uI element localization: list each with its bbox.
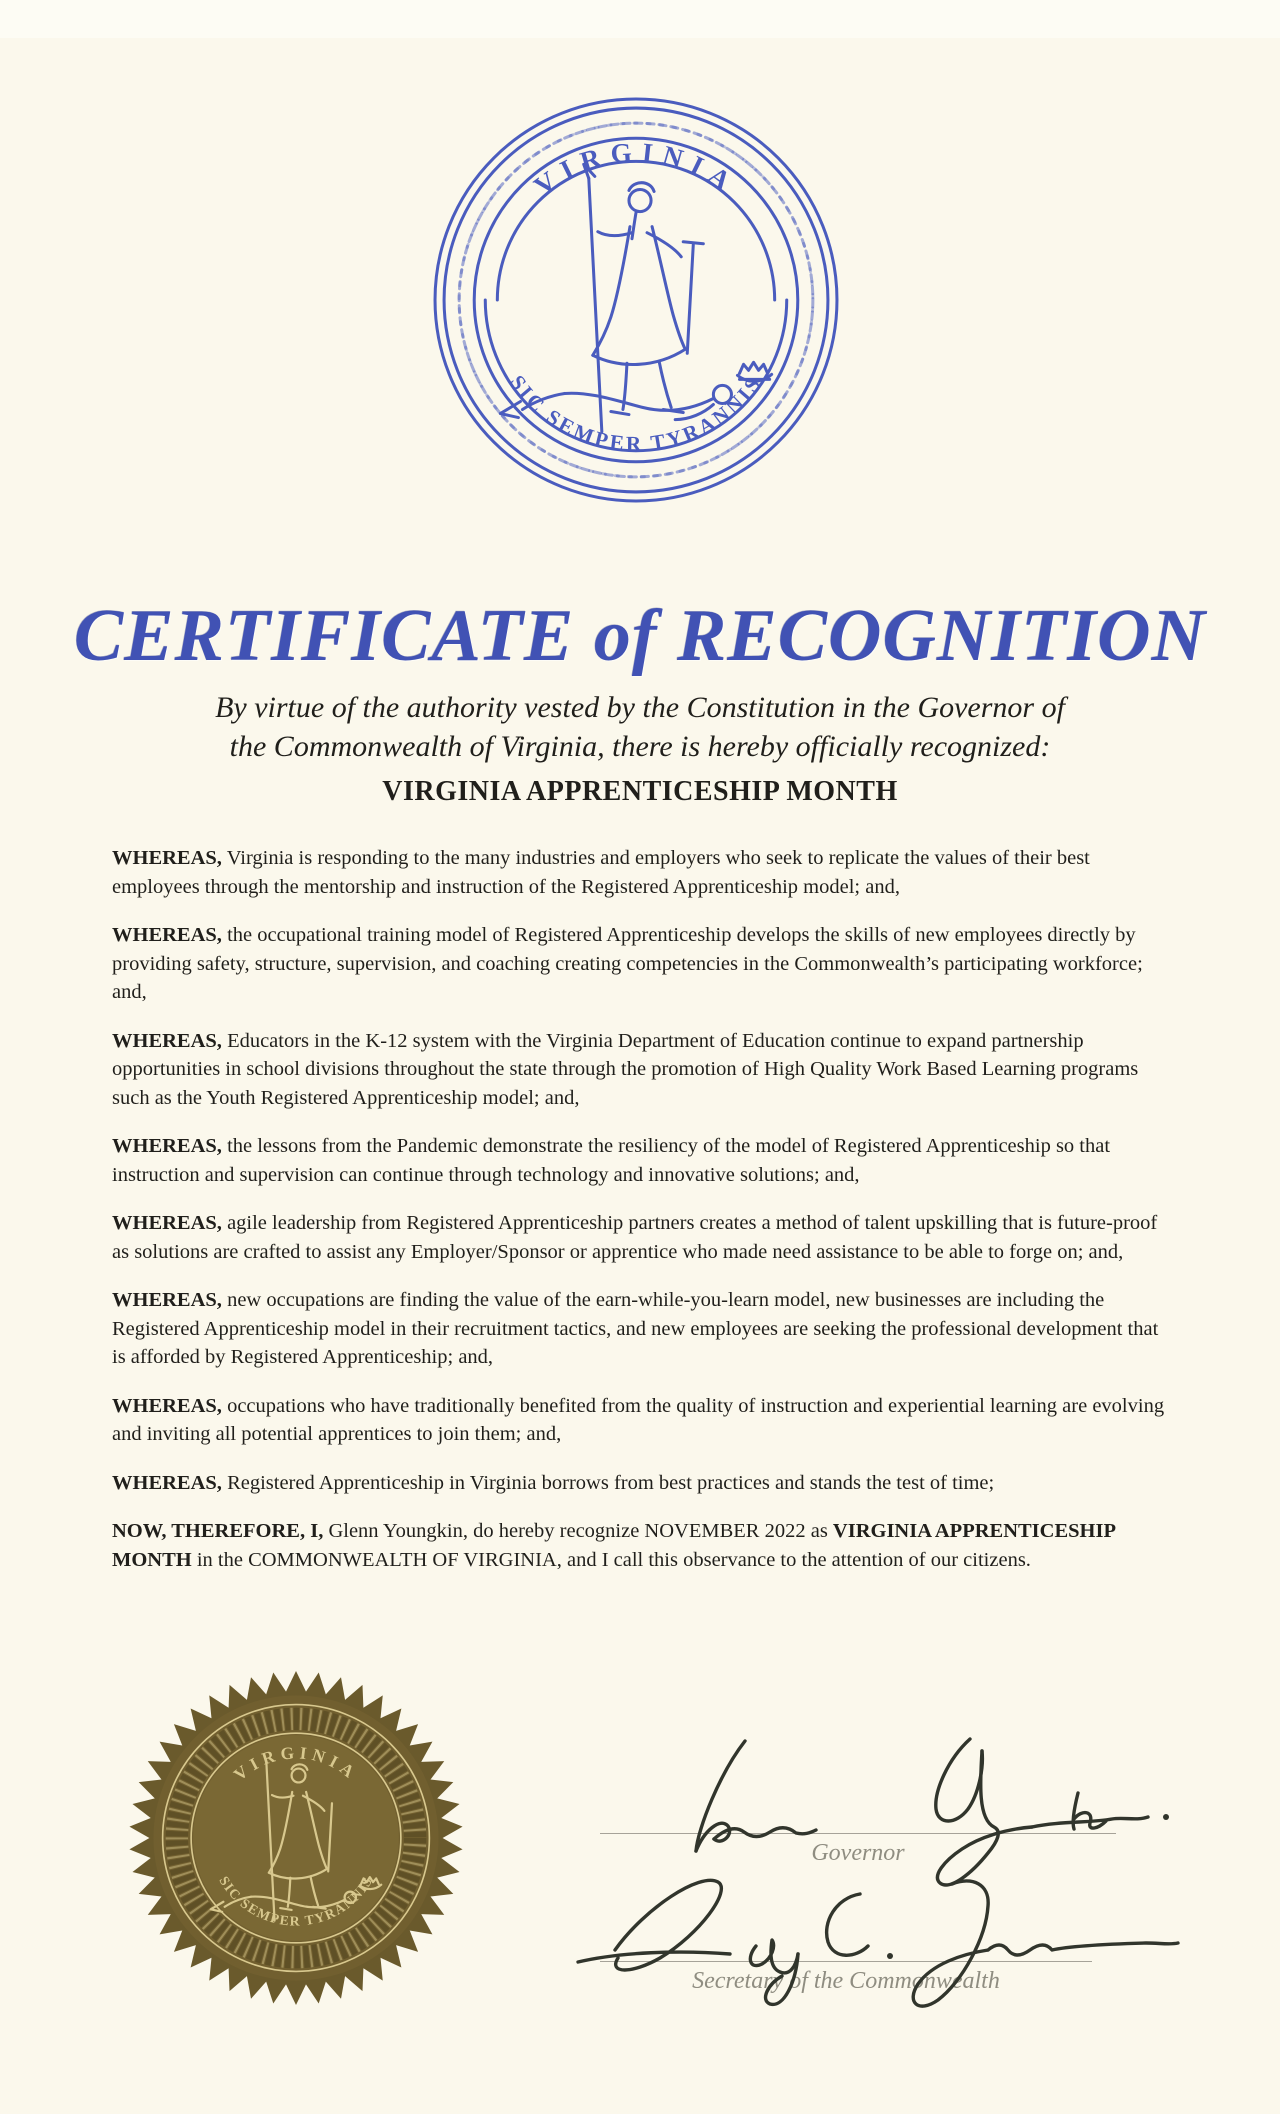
- paragraph: [112, 1286, 1168, 1372]
- paragraph-lead: NOW, THEREFORE, I,: [112, 1520, 324, 1542]
- authority-statement: [0, 688, 1280, 766]
- paragraph-lead: WHEREAS,: [112, 847, 222, 869]
- paragraph: [112, 921, 1168, 1007]
- paragraph-lead: WHEREAS,: [112, 1289, 222, 1311]
- seal-state-name: VIRGINIA: [528, 136, 744, 202]
- paragraph: [112, 1027, 1168, 1113]
- paragraph-text: the lessons from the Pandemic demonstrate the resiliency of the model of Registered Apprenticeship so that instruction and supervision can continue through technology and innovative solutions; and,: [112, 1135, 1111, 1186]
- paragraph: [112, 1209, 1168, 1266]
- paragraph: [112, 1392, 1168, 1449]
- paragraph-lead: WHEREAS,: [112, 1135, 222, 1157]
- secretary-signature: [560, 1858, 1200, 2048]
- gold-seal-motto: SIC SEMPER TYRANNIS: [216, 1873, 376, 1929]
- governor-label: Governor: [811, 1840, 905, 1866]
- paragraph-text: occupations who have traditionally benefited from the quality of instruction and experiential learning are evolving and inviting all potential apprentices to join them; and,: [112, 1394, 1165, 1445]
- seal-motto: SIC SEMPER TYRANNIS: [505, 370, 767, 456]
- paragraph-text: Registered Apprenticeship in Virginia borrows from best practices and stands the test of time;: [221, 1471, 995, 1494]
- fallen-crown: [737, 362, 771, 381]
- paragraph-lead: WHEREAS,: [112, 1471, 222, 1494]
- paragraph: [112, 1517, 1168, 1574]
- paragraph-text: Virginia is responding to the many industries and employers who seek to replicate the values of their best employees through the mentorship and instruction of the Registered Apprenticeship model; and,: [112, 847, 1090, 898]
- paragraph-text: Glenn Youngkin, do hereby recognize NOVEMBER 2022 as: [323, 1520, 833, 1542]
- paragraph-lead: VIRGINIA APPRENTICESHIP MONTH: [112, 1520, 1115, 1571]
- authority-statement-line1: By virtue of the authority vested by the Constitution in the Governor of: [215, 691, 1065, 724]
- proclamation-heading: VIRGINIA APPRENTICESHIP MONTH: [382, 776, 898, 807]
- paragraph: [112, 844, 1168, 901]
- gold-foil-seal: [128, 1670, 464, 2006]
- paragraph: [112, 1469, 1168, 1498]
- paragraph-lead: WHEREAS,: [112, 1394, 222, 1417]
- paragraph-text: new occupations are finding the value of the earn-while-you-learn model, new businesses are including the Registered Apprenticeship model in their recruitment tactics, and new employees are seeking the professional development that is afforded by Registered Apprenticeship; and,: [112, 1289, 1159, 1368]
- paragraph-text: Educators in the K-12 system with the Virginia Department of Education continue to expand partnership opportunities in school divisions throughout the state through the promotion of High Quality Work Based Learning programs such as the Youth Registered Apprenticeship model; and,: [112, 1029, 1139, 1109]
- secretary-label: Secretary of the Commonwealth: [692, 1968, 1000, 1994]
- paragraph-text: agile leadership from Registered Apprenticeship partners creates a method of talent upskilling that is future-proof as solutions are crafted to assist any Employer/Sponsor or apprentice who made need assistance to be able to forge on; and,: [112, 1212, 1158, 1263]
- paragraph-lead: WHEREAS,: [112, 1212, 222, 1234]
- paragraph-lead: WHEREAS,: [112, 1029, 222, 1052]
- paragraph-text: the occupational training model of Registered Apprenticeship develops the skills of new employees directly by providing safety, structure, supervision, and coaching creating competencies in the Commonwealth’s participating workforce; and,: [112, 924, 1143, 1003]
- virginia-state-seal-stamp: [430, 92, 842, 508]
- paragraph: [112, 1132, 1168, 1189]
- authority-statement-line2: the Commonwealth of Virginia, there is hereby officially recognized:: [229, 730, 1051, 763]
- paragraph-lead: WHEREAS,: [112, 924, 222, 946]
- paragraph-text: in the COMMONWEALTH OF VIRGINIA, and I call this observance to the attention of our citizens.: [191, 1548, 1031, 1571]
- body-paragraphs: [112, 844, 1168, 1594]
- certificate-title: CERTIFICATE of RECOGNITION: [73, 595, 1207, 677]
- paper-top-edge: [0, 0, 1280, 38]
- gold-seal-state-name: VIRGINIA: [230, 1743, 362, 1785]
